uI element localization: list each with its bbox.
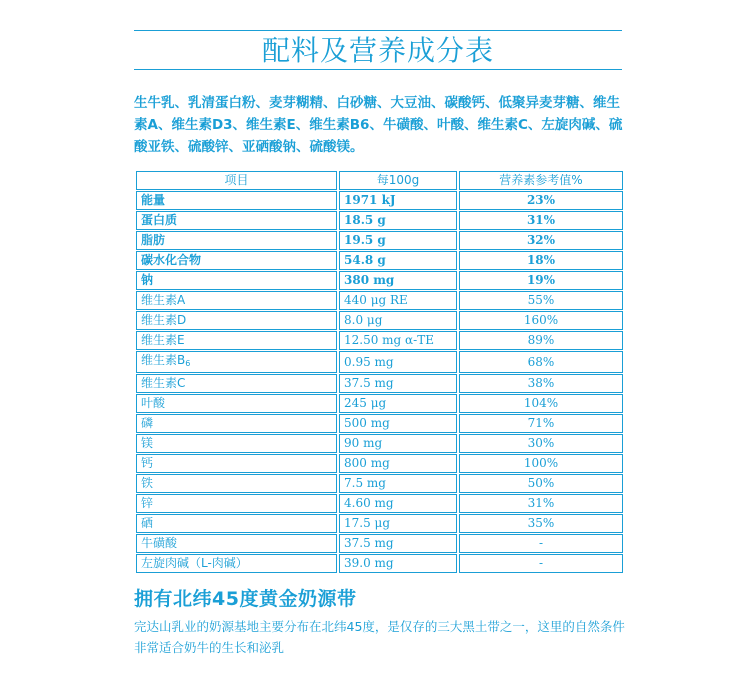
cell-item-label: 维生素B: [141, 353, 186, 367]
table-row: [136, 514, 623, 533]
cell-item: [136, 331, 337, 350]
table-row: [136, 331, 623, 350]
cell-item: [136, 554, 337, 573]
cell-item: [136, 434, 337, 453]
table-row: [136, 474, 623, 493]
cell-item: [136, 311, 337, 330]
cell-item: [136, 271, 337, 290]
table-row: [136, 434, 623, 453]
cell-item: [136, 534, 337, 553]
cell-nrv: 18%: [459, 251, 623, 270]
table-row: [136, 494, 623, 513]
table-row: [136, 454, 623, 473]
cell-item-label: 钠: [141, 273, 154, 287]
cell-item: [136, 394, 337, 413]
header-nrv: 营养素参考值%: [459, 171, 623, 190]
table-row: [136, 374, 623, 393]
title-bottom-rule: [134, 69, 622, 70]
cell-per100g: 19.5 g: [339, 231, 457, 250]
table-row: [136, 251, 623, 270]
cell-item-label: 维生素A: [141, 293, 186, 307]
origin-heading: 拥有北纬45度黄金奶源带: [134, 588, 357, 610]
cell-nrv: 160%: [459, 311, 623, 330]
cell-item: [136, 291, 337, 310]
cell-item: [136, 211, 337, 230]
cell-item-label: 维生素E: [141, 333, 185, 347]
nutrition-table-container: [134, 170, 625, 574]
cell-item-label: 钙: [141, 456, 154, 470]
table-row: [136, 231, 623, 250]
cell-nrv: 31%: [459, 211, 623, 230]
cell-per100g: 18.5 g: [339, 211, 457, 230]
cell-nrv: 104%: [459, 394, 623, 413]
cell-item-label: 硒: [141, 516, 154, 530]
table-row: [136, 191, 623, 210]
cell-per100g: 380 mg: [339, 271, 457, 290]
cell-item-label: 镁: [141, 436, 154, 450]
cell-nrv: 68%: [459, 351, 623, 373]
cell-nrv: 19%: [459, 271, 623, 290]
cell-per100g: 440 μg RE: [339, 291, 457, 310]
cell-nrv: 89%: [459, 331, 623, 350]
table-row: [136, 414, 623, 433]
cell-per100g: 90 mg: [339, 434, 457, 453]
cell-item-label: 锌: [141, 496, 154, 510]
cell-per100g: 8.0 μg: [339, 311, 457, 330]
title-block: [134, 30, 622, 70]
cell-item-label: 能量: [141, 193, 166, 207]
cell-item: [136, 474, 337, 493]
cell-item: [136, 231, 337, 250]
table-row: [136, 554, 623, 573]
cell-item: [136, 514, 337, 533]
cell-item-label: 维生素C: [141, 376, 186, 390]
cell-nrv: -: [459, 554, 623, 573]
cell-item-label: 左旋肉碱（L-肉碱）: [141, 556, 248, 570]
cell-item: [136, 251, 337, 270]
cell-per100g: 245 μg: [339, 394, 457, 413]
table-row: [136, 271, 623, 290]
cell-per100g: 17.5 μg: [339, 514, 457, 533]
cell-nrv: 71%: [459, 414, 623, 433]
cell-item-label: 牛磺酸: [141, 536, 178, 550]
table-row: [136, 351, 623, 373]
cell-item-label: 铁: [141, 476, 154, 490]
cell-per100g: 54.8 g: [339, 251, 457, 270]
cell-item: [136, 191, 337, 210]
cell-per100g: 4.60 mg: [339, 494, 457, 513]
cell-item: [136, 494, 337, 513]
cell-nrv: 31%: [459, 494, 623, 513]
cell-nrv: 35%: [459, 514, 623, 533]
header-item: 项目: [136, 171, 337, 190]
header-per100g: 每100g: [339, 171, 457, 190]
table-row: [136, 211, 623, 230]
cell-item-label: 脂肪: [141, 233, 166, 247]
cell-per100g: 500 mg: [339, 414, 457, 433]
cell-nrv: 30%: [459, 434, 623, 453]
cell-nrv: -: [459, 534, 623, 553]
cell-per100g: 7.5 mg: [339, 474, 457, 493]
nutrition-table: [134, 170, 625, 574]
cell-per100g: 37.5 mg: [339, 374, 457, 393]
cell-item-label: 碳水化合物: [141, 253, 202, 267]
table-header-row: [136, 171, 623, 190]
page-title: 配料及营养成分表: [261, 34, 494, 67]
table-row: [136, 291, 623, 310]
cell-nrv: 38%: [459, 374, 623, 393]
cell-item: [136, 414, 337, 433]
cell-per100g: 800 mg: [339, 454, 457, 473]
cell-item: [136, 454, 337, 473]
cell-item-label: 蛋白质: [141, 213, 178, 227]
cell-per100g: 0.95 mg: [339, 351, 457, 373]
table-row: [136, 394, 623, 413]
cell-nrv: 55%: [459, 291, 623, 310]
cell-item-label: 维生素D: [141, 313, 187, 327]
cell-per100g: 12.50 mg α-TE: [339, 331, 457, 350]
cell-nrv: 100%: [459, 454, 623, 473]
cell-item: [136, 374, 337, 393]
cell-nrv: 32%: [459, 231, 623, 250]
table-body: [136, 191, 623, 573]
cell-per100g: 37.5 mg: [339, 534, 457, 553]
table-row: [136, 534, 623, 553]
cell-nrv: 23%: [459, 191, 623, 210]
origin-description: 完达山乳业的奶源基地主要分布在北纬45度，是仅存的三大黑土带之一，这里的自然条件非常适合奶牛的生长和泌乳: [134, 619, 625, 655]
cell-item-label: 叶酸: [141, 396, 166, 410]
cell-per100g: 39.0 mg: [339, 554, 457, 573]
ingredients-text: 生牛乳、乳清蛋白粉、麦芽糊精、白砂糖、大豆油、碳酸钙、低聚异麦芽糖、维生素A、维生素D3、维生素E、维生素B6、牛磺酸、叶酸、维生素C、左旋肉碱、硫酸亚铁、硫酸锌、亚硒酸钠、硫酸镁。: [134, 95, 623, 155]
cell-item-label: 磷: [141, 416, 154, 430]
cell-nrv: 50%: [459, 474, 623, 493]
table-row: [136, 311, 623, 330]
cell-item: [136, 351, 337, 373]
cell-item-subscript: 6: [185, 359, 191, 368]
cell-per100g: 1971 kJ: [339, 191, 457, 210]
